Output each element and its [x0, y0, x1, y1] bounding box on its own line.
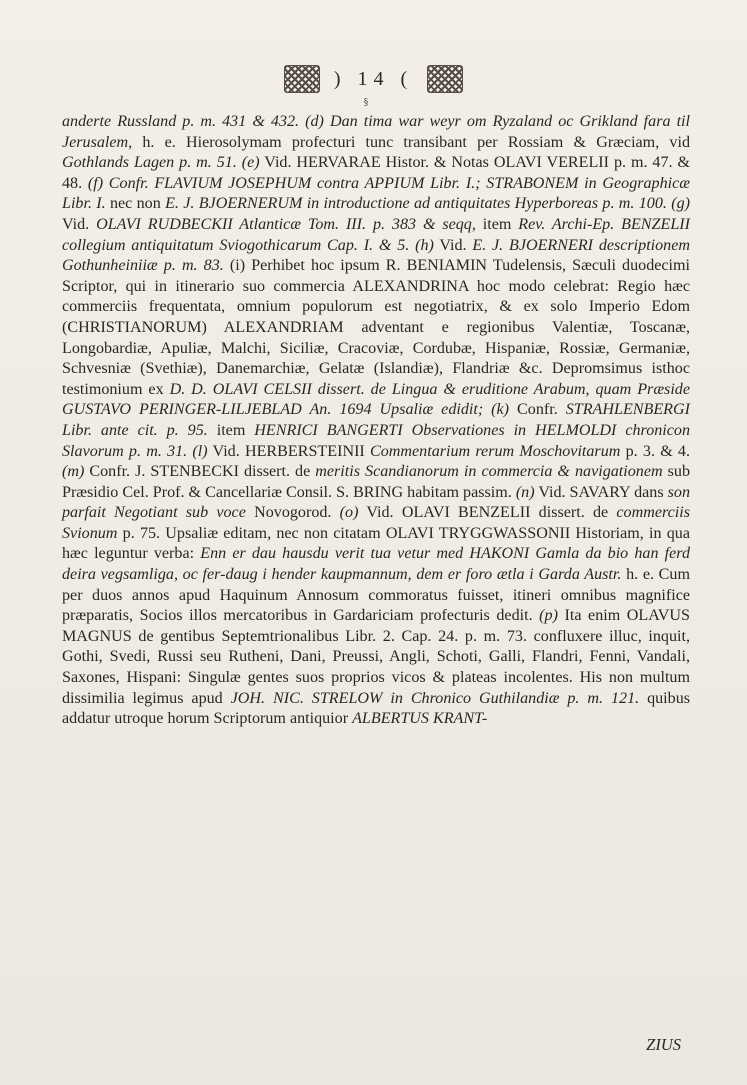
ornament-left-icon: [284, 65, 320, 93]
text-run: item: [475, 215, 519, 233]
catchword: ZIUS: [646, 1035, 681, 1054]
text-run: nec non: [105, 195, 166, 213]
text-run: STRAHLENBERGI Libr. ante cit. p. 95.: [62, 401, 690, 439]
text-run: HENRICI BANGERTI Observationes in HELMOLDI chronicon Slavorum p. m. 31. (l): [62, 421, 691, 460]
text-run: Ita enim OLAVUS MAGNUS de gentibus Septemtrionalibus Libr. 2. Cap. 24. p. m. 73. confluxere illuc, inquit, Gothi, Svedi, Russi seu Rutheni, Dani, Preussi, Angli, Schoti, Galli, Flandri, Fenni, Vandali, Saxones, Hispani: Singulæ gentes suos proprios vicos & plateas incolentes. His non multum dissimilia legimus apud: [62, 607, 691, 707]
text-run: p. 75. Upsaliæ editam, nec non citatam OLAVI TRYGGWASSONII Historiam, in qua hæc leguntur verba:: [62, 524, 690, 563]
text-run: Vid.: [433, 236, 473, 254]
text-run: JOH. NIC. STRELOW in Chronico Guthilandiæ p. m. 121.: [230, 689, 640, 707]
text-run: quibus addatur utroque horum Scriptorum antiquior: [62, 689, 691, 728]
text-run: Gothlands Lagen p. m. 51. (e): [62, 154, 260, 172]
footnote-paragraph: [62, 112, 690, 730]
text-run: , h. e. Hierosolymam profecturi tunc transibant per Rossiam & Græciam, vid: [128, 133, 690, 151]
text-run: Vid. OLAVI BENZELII dissert. de: [358, 504, 617, 522]
text-run: Confr.: [509, 401, 566, 419]
text-run: (f) Confr. FLAVIUM JOSEPHUM contra APPIUM Libr. I.; STRABONEM in Geographicæ Libr. I.: [62, 174, 691, 213]
text-run: Vid. SAVARY dans: [534, 483, 668, 501]
footnote-text-block: [62, 112, 690, 730]
text-run: commerciis Svionum: [62, 504, 690, 542]
text-run: (i) Perhibet hoc ipsum R. BENIAMIN Tudelensis, Sæculi duodecimi Scriptor, qui in itinerario suo commercia ALEXANDRINA hoc modo celebrat: Regio hæc commerciis frequentata, omnium populorum est negotiatrix, & ex solo Imperio Edom (CHRISTIANORUM) ALEXANDRIAM adventant e regionibus Valentiæ, Toscanæ, Longobardiæ, Apuliæ, Malchi, Siciliæ, Cracoviæ, Cordubæ, Hispaniæ, Rossiæ, Germaniæ, Schvesniæ (Svethiæ), Danemarchiæ, Gelatæ (Islandiæ), Flandriæ &c. Depromsimus isthoc testimonium ex: [62, 257, 690, 398]
text-run: Confr. J. STENBECKI dissert. de: [84, 463, 316, 481]
text-run: Rev. Archi-Ep. BENZELII collegium antiquitatum Sviogothicarum Cap. I. & 5. (h): [62, 215, 690, 254]
text-run: ALBERTUS KRANT-: [352, 710, 488, 728]
text-run: D. D. OLAVI CELSII dissert. de Lingua & eruditione Arabum, quam Præside GUSTAVO PERINGER-LILJEBLAD An. 1694 Upsaliæ edidit; (k): [62, 380, 690, 419]
text-run: item: [207, 421, 255, 439]
text-run: son parfait Negotiant sub voce: [62, 483, 690, 522]
text-run: Commentarium rerum Moschovitarum: [370, 442, 621, 460]
text-run: E. J. BJOERNERI descriptionem Gothunheiniiæ p. m. 83.: [62, 236, 690, 275]
ornament-right-icon: [427, 65, 463, 93]
text-run: Vid.: [62, 215, 97, 233]
text-run: meritis Scandianorum in commercia & navigationem: [315, 463, 663, 481]
text-run: E. J. BJOERNERUM in introductione ad antiquitates Hyperboreas p. m. 100. (g): [165, 195, 690, 213]
text-run: OLAVI RUDBECKII Atlanticæ Tom. III. p. 383 & seqq,: [96, 215, 476, 233]
text-run: Enn er dau hausdu verit tua vetur med HAKONI Gamla da bio han ferd deira vegsamliga, oc fer-daug i hender kaupmannum, dem er foro ætla i Garda Austr.: [62, 545, 690, 584]
text-run: anderte Russland p. m. 431 & 432.: [62, 113, 306, 130]
text-run: (o): [339, 504, 359, 522]
text-run: h. e. Cum per duos annos apud Haquinum Annosum commoratus fuisset, itineri omnibus magnifice præparatis, Socios illos mercatoribus in Gardariciam profecturis dedit.: [62, 566, 690, 625]
text-run: Novogorod.: [245, 504, 340, 522]
text-run: (n): [515, 483, 535, 501]
page-number: ) 14 (: [333, 67, 414, 90]
text-run: (d) Dan tima war weyr om Ryzaland oc Grikland fara til Jerusalem: [62, 113, 690, 151]
signature-mark: §: [363, 98, 369, 108]
text-run: sub Præsidio Cel. Prof. & Cancellariæ Consil. S. BRING habitam passim.: [62, 463, 690, 501]
text-run: (p): [539, 607, 558, 625]
text-run: Vid. HERBERSTEINII: [207, 442, 371, 460]
text-run: Vid. HERVARAE Histor. & Notas OLAVI VERELII p. m. 47. & 48.: [62, 154, 690, 192]
page-header: [0, 62, 747, 96]
text-run: p. 3. & 4.: [620, 442, 691, 460]
text-run: (m): [62, 463, 85, 481]
